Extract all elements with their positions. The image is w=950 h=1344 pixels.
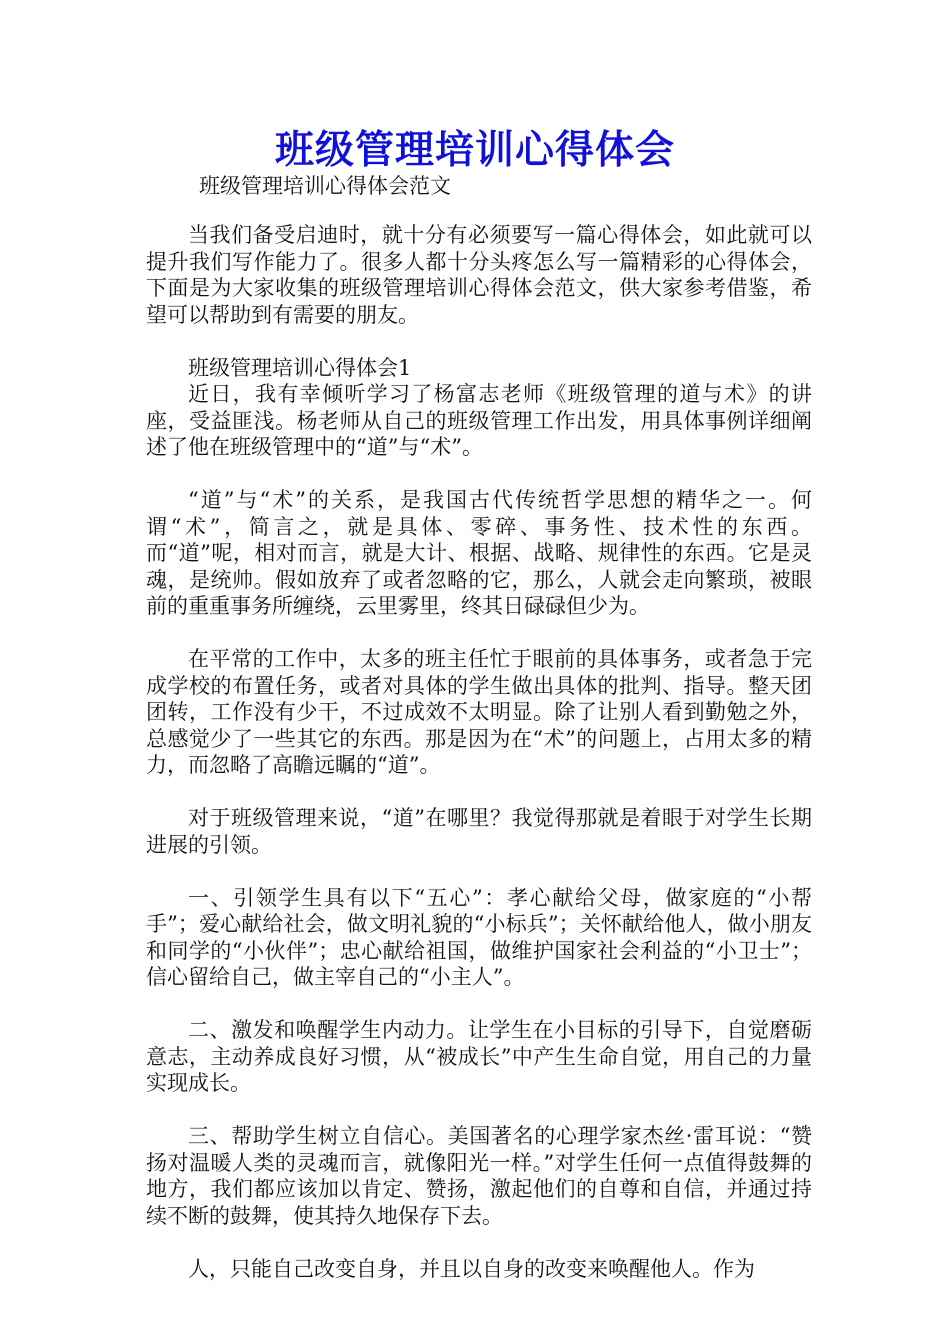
paragraph: 在平常的工作中，太多的班主任忙于眼前的具体事务，或者急于完成学校的布置任务，或者对具体的学生做出具体的批判、指导。整天团团转，工作没有少干，不过成效不太明显。除了让别人看到勤勉之外，总感觉少了一些其它的东西。那是因为在“术”的问题上，占用太多的精力，而忽略了高瞻远瞩的“道”。 bbox=[146, 647, 812, 777]
paragraph-intro: 当我们备受启迪时，就十分有必须要写一篇心得体会，如此就可以提升我们写作能力了。很多人都十分头疼怎么写一篇精彩的心得体会，下面是为大家收集的班级管理培训心得体会范文，供大家参考借鉴，希望可以帮助到有需要的朋友。 bbox=[146, 223, 812, 327]
paragraph: 近日，我有幸倾听学习了杨富志老师《班级管理的道与术》的讲座，受益匪浅。杨老师从自己的班级管理工作出发，用具体事例详细阐述了他在班级管理中的“道”与“术”。 bbox=[146, 382, 812, 459]
document-title: 班级管理培训心得体会 bbox=[274, 127, 675, 173]
paragraph: 二、激发和唤醒学生内动力。让学生在小目标的引导下，自觉磨砺意志，主动养成良好习惯，从“被成长”中产生生命自觉，用自己的力量实现成长。 bbox=[146, 1018, 812, 1095]
paragraph: 对于班级管理来说，“道”在哪里？我觉得那就是着眼于对学生长期进展的引领。 bbox=[146, 806, 812, 857]
section-heading: 班级管理培训心得体会1 bbox=[188, 355, 412, 380]
document-body bbox=[146, 222, 812, 1282]
paragraph: “道”与“术”的关系，是我国古代传统哲学思想的精华之一。何谓“术”，简言之，就是具体、零碎、事务性、技术性的东西。而“道”呢，相对而言，就是大计、根据、战略、规律性的东西。它是灵魂，是统帅。假如放弃了或者忽略的它，那么，人就会走向繁琐，被眼前的重重事务所缠绕，云里雾里，终其日碌碌但少为。 bbox=[146, 488, 812, 618]
paragraph: 三、帮助学生树立自信心。美国著名的心理学家杰丝·雷耳说：“赞扬对温暖人类的灵魂而言，就像阳光一样。”对学生任何一点值得鼓舞的地方，我们都应该加以肯定、赞扬，激起他们的自尊和自信，并通过持续不断的鼓舞，使其持久地保存下去。 bbox=[146, 1124, 812, 1228]
document-subtitle: 班级管理培训心得体会范文 bbox=[199, 174, 451, 198]
paragraph: 一、引领学生具有以下“五心”：孝心献给父母，做家庭的“小帮手”；爱心献给社会，做文明礼貌的“小标兵”；关怀献给他人，做小朋友和同学的“小伙伴”；忠心献给祖国，做维护国家社会利益的“小卫士”；信心留给自己，做主宰自己的“小主人”。 bbox=[146, 885, 812, 989]
paragraph: 人，只能自己改变自身，并且以自身的改变来唤醒他人。作为 bbox=[188, 1256, 755, 1281]
